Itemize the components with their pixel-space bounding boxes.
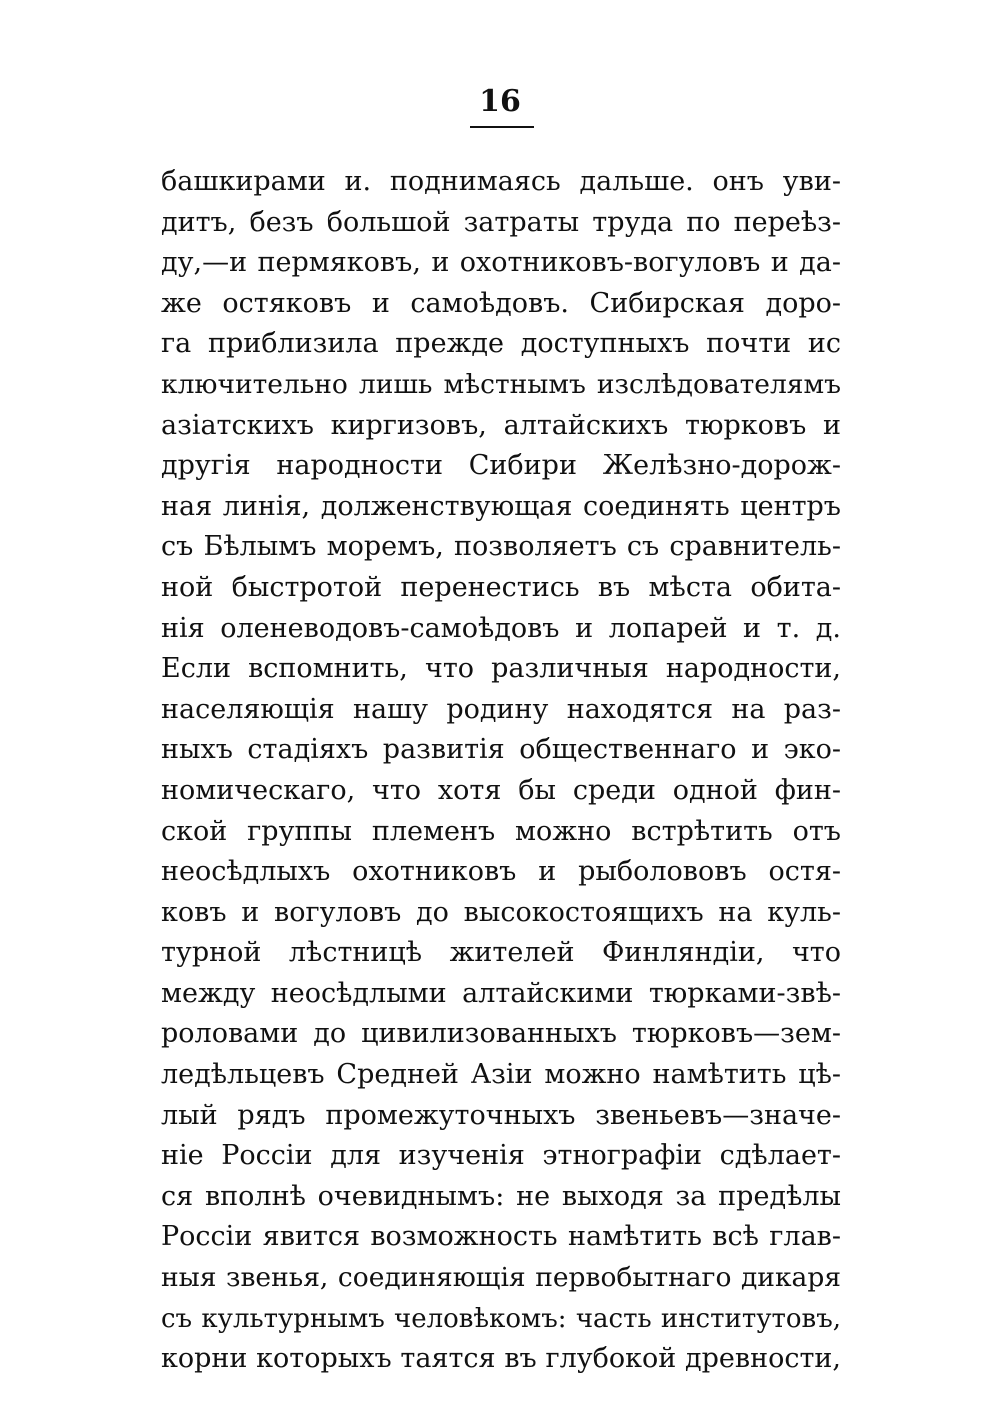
text-line: турной лѣстницѣ жителей Финляндіи, что: [161, 937, 841, 969]
text-line: ныхъ стадіяхъ развитія общественнаго и эко-: [161, 734, 841, 766]
page-number-rule: [470, 126, 534, 128]
text-line: дитъ, безъ большой затраты труда по переѣз-: [161, 206, 841, 238]
text-line: ду,—и пермяковъ, и охотниковъ-вогуловъ и да-: [161, 247, 841, 279]
text-line: нія оленеводовъ-самоѣдовъ и лопарей и т. д.: [161, 612, 841, 644]
text-line: башкирами и. поднимаясь дальше. онъ уви-: [161, 166, 841, 197]
body-text: [161, 162, 841, 1380]
text-line: ная линія, долженствующая соединять центръ: [161, 490, 841, 522]
text-line: Если вспомнить, что различныя народности,: [161, 653, 841, 685]
text-line: съ Бѣлымъ моремъ, позволяетъ съ сравнитель-: [161, 531, 841, 563]
text-line: съ культурнымъ человѣкомъ: часть институтовъ,: [161, 1303, 841, 1334]
text-line: номическаго, что хотя бы среди одной фин-: [161, 774, 841, 806]
text-line: населяющія нашу родину находятся на раз-: [161, 693, 841, 725]
text-line: ніе Россіи для изученія этнографіи сдѣлает-: [161, 1140, 841, 1172]
text-line: Россіи явится возможность намѣтить всѣ глав-: [161, 1221, 841, 1253]
text-line: между неосѣдлыми алтайскими тюрками-звѣ-: [161, 977, 841, 1009]
text-line: ковъ и вогуловъ до высокостоящихъ на куль-: [161, 896, 841, 928]
text-line: ключительно лишь мѣстнымъ изслѣдователямъ: [161, 368, 841, 400]
text-line: ныя звенья, соединяющія первобытнаго дикаря: [161, 1262, 841, 1294]
text-line: ской группы племенъ можно встрѣтить отъ: [161, 815, 841, 847]
text-line: корни которыхъ таятся въ глубокой древности,: [161, 1343, 841, 1375]
text-line: ледѣльцевъ Средней Азіи можно намѣтить цѣ-: [161, 1059, 841, 1091]
text-line: ной быстротой перенестись въ мѣста обита-: [161, 571, 841, 603]
text-line: ся вполнѣ очевиднымъ: не выходя за предѣлы: [161, 1180, 841, 1212]
text-line: неосѣдлыхъ охотниковъ и рыболововъ остя-: [161, 856, 841, 888]
text-line: же остяковъ и самоѣдовъ. Сибирская доро-: [161, 287, 841, 319]
text-line: азіатскихъ киргизовъ, алтайскихъ тюрковъ и: [161, 409, 841, 441]
text-line: лый рядъ промежуточныхъ звеньевъ—значе-: [161, 1099, 841, 1131]
text-line: другія народности Сибири Желѣзно-дорож-: [161, 450, 841, 482]
text-line: роловами до цивилизованныхъ тюрковъ—зем-: [161, 1018, 841, 1050]
page-number: 16: [479, 84, 521, 119]
text-line: га приблизила прежде доступныхъ почти ис: [161, 328, 841, 360]
